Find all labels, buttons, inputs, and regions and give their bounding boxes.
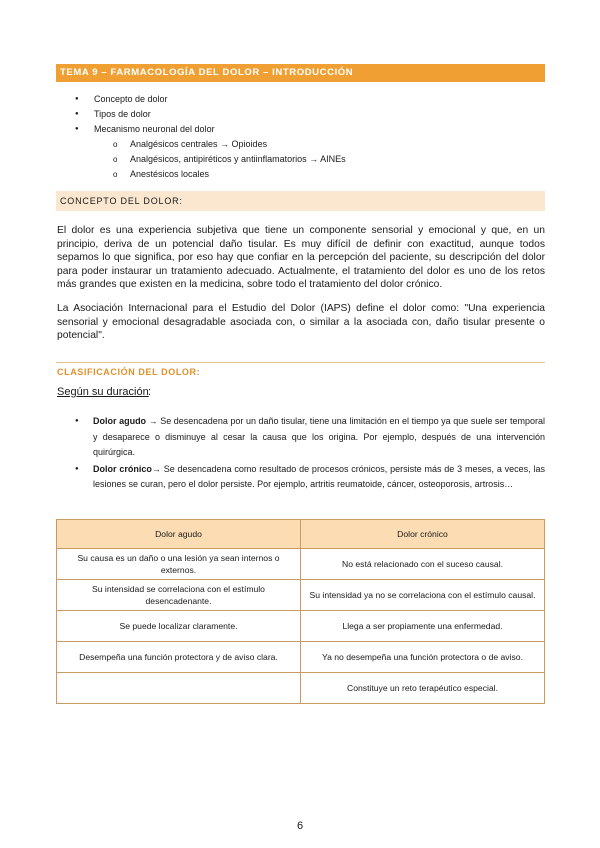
comparison-table [56, 519, 545, 704]
arrow: → [146, 416, 161, 426]
term: Dolor agudo [93, 416, 147, 426]
sub-list-item: o Analgésicos centrales → Opioides [56, 137, 346, 152]
sub-list-item: o Analgésicos, antipiréticos y antiinflamatorios → AINEs [56, 152, 346, 167]
topic-outline [56, 92, 346, 182]
column-header: Dolor crónico [301, 520, 545, 549]
table-cell: Constituye un reto terapéutico especial. [301, 673, 545, 704]
list-item: ● Tipos de dolor [56, 107, 346, 122]
table-row [57, 642, 545, 673]
table-cell: Su intensidad se correlaciona con el estímulo desencadenante. [57, 580, 301, 611]
section-heading-clasificacion: CLASIFICACIÓN DEL DOLOR: [57, 367, 201, 377]
definition: Se desencadena por un daño tisular, tiene una limitación en el tiempo ya que suele ser temporal y desaparece o disminuye al cesar la causa que los origina. Por ejemplo, después de una intervención quirúrgica. [93, 416, 545, 457]
page-number: 6 [296, 820, 304, 832]
divider [56, 362, 545, 363]
subheading [57, 386, 152, 398]
subheading-text: Según su duración [57, 386, 149, 398]
section-heading-concepto: CONCEPTO DEL DOLOR: [56, 191, 545, 211]
column-header: Dolor agudo [57, 520, 301, 549]
sub-list-item: o Anestésicos locales [56, 167, 346, 182]
list-item [56, 414, 545, 461]
table-cell: No está relacionado con el suceso causal. [301, 549, 545, 580]
list-item: ● Concepto de dolor [56, 92, 346, 107]
table-cell: Llega a ser propiamente una enfermedad. [301, 611, 545, 642]
table-cell [57, 673, 301, 704]
table-header-row [57, 520, 545, 549]
table-cell: Su causa es un daño o una lesión ya sean internos o externos. [57, 549, 301, 580]
duration-list [56, 414, 545, 494]
term: Dolor crónico [93, 463, 152, 474]
subheading-colon: : [148, 386, 152, 398]
table-row [57, 611, 545, 642]
paragraph: La Asociación Internacional para el Estudio del Dolor (IAPS) define el dolor como: "Una experiencia sensorial y emocional desagradable asociada con, o similar a la asociada con, daño tisular presente o potencial". [57, 303, 545, 342]
paragraph: El dolor es una experiencia subjetiva que tiene un componente sensorial y emocional y que, en un principio, deriva de un potencial daño tisular. Es muy difícil de definir con exactitud, aunque todos sepamos lo que significa, por eso hay que confiar en la percepción del paciente, su descripción del dolor para poder instaurar un tratamiento adecuado. Actualmente, el tratamiento del dolor es uno de los retos más grandes que existen en la medicina, sobre todo el tratamiento del dolor crónico. [57, 225, 545, 291]
table-row [57, 673, 545, 704]
definition: Se desencadena como resultado de procesos crónicos, persiste más de 3 meses, a veces, las lesiones se curan, pero el dolor persiste. Por ejemplo, artritis reumatoide, cáncer, osteoporosis, artrosis… [93, 463, 545, 489]
table-cell: Su intensidad ya no se correlaciona con el estímulo causal. [301, 580, 545, 611]
topic-banner: TEMA 9 – FARMACOLOGÍA DEL DOLOR – INTRODUCCIÓN [56, 64, 545, 82]
table-cell: Se puede localizar claramente. [57, 611, 301, 642]
table-cell: Desempeña una función protectora y de aviso clara. [57, 642, 301, 673]
table-row [57, 580, 545, 611]
arrow: → [151, 463, 164, 474]
list-item [56, 462, 545, 493]
table-cell: Ya no desempeña una función protectora o de aviso. [301, 642, 545, 673]
table-row [57, 549, 545, 580]
list-item: ● Mecanismo neuronal del dolor [56, 122, 346, 137]
